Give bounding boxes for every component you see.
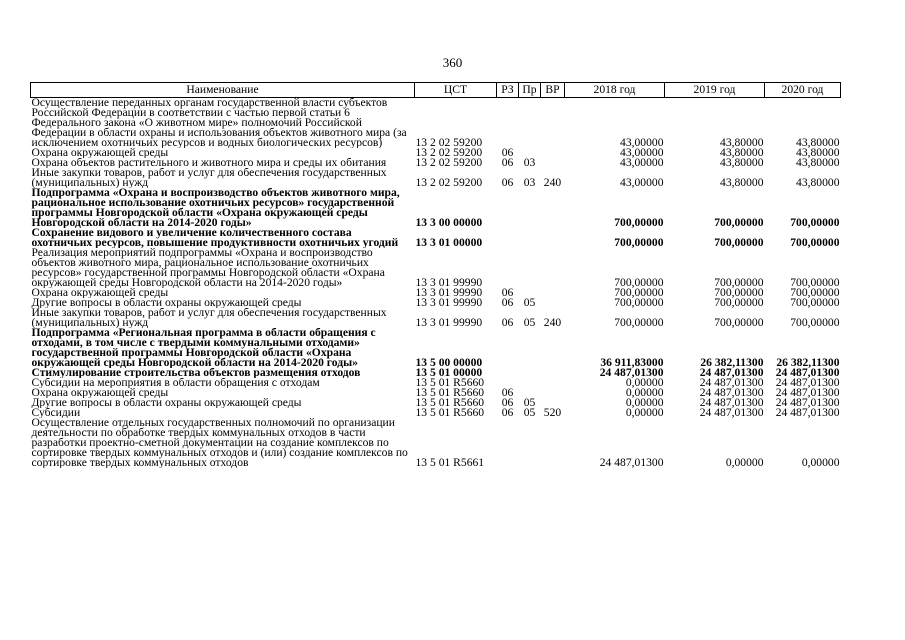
cell-pr: 05 <box>523 316 536 328</box>
cell-pr <box>519 288 541 298</box>
cell-rz <box>497 188 519 228</box>
cell-2020: 700,00000 <box>790 316 840 328</box>
cell-2018: 0,00000 <box>625 408 664 418</box>
cell-2020: 700,00000 <box>790 236 840 248</box>
cell-2018: 700,00000 <box>614 216 664 228</box>
cell-2020: 700,00000 <box>790 288 840 298</box>
table-row <box>31 98 841 149</box>
cell-rz: 06 <box>501 408 514 418</box>
cell-2019: 43,80000 <box>720 136 764 148</box>
header-vr: ВР <box>541 83 565 98</box>
header-2018: 2018 год <box>565 83 665 98</box>
cell-2019: 43,80000 <box>720 158 764 168</box>
cell-2018: 700,00000 <box>614 298 664 308</box>
cell-vr <box>541 288 565 298</box>
table-body <box>31 98 841 469</box>
table-row <box>31 298 841 308</box>
cell-name: Охрана объектов растительного и животного мира и среды их обитания <box>31 158 387 168</box>
cell-rz: 06 <box>501 398 514 408</box>
cell-vr <box>541 418 565 468</box>
cell-2018: 36 911,83000 <box>600 356 664 368</box>
cell-vr <box>541 188 565 228</box>
budget-table <box>30 82 841 468</box>
cell-cst: 13 3 00 00000 <box>415 216 483 228</box>
cell-2018: 0,00000 <box>625 398 664 408</box>
cell-2020: 43,80000 <box>796 148 840 158</box>
header-cst: ЦСТ <box>415 83 497 98</box>
cell-pr <box>519 418 541 468</box>
cell-rz: 06 <box>501 148 514 158</box>
cell-vr <box>541 398 565 408</box>
cell-cst: 13 5 01 R5660 <box>415 378 485 388</box>
cell-vr <box>541 228 565 248</box>
cell-pr <box>519 368 541 378</box>
cell-2018: 24 487,01300 <box>599 368 664 378</box>
cell-name: Иные закупки товаров, работ и услуг для обеспечения государственных (муниципальных) нужд <box>31 168 387 188</box>
cell-2018: 0,00000 <box>625 388 664 398</box>
cell-2018: 43,00000 <box>620 176 664 188</box>
cell-name: Охрана окружающей среды <box>31 288 169 298</box>
cell-cst: 13 2 02 59200 <box>415 136 483 148</box>
cell-cst: 13 3 01 99990 <box>415 288 483 298</box>
header-name: Наименование <box>31 83 415 98</box>
table-row <box>31 328 841 368</box>
cell-vr <box>541 378 565 388</box>
cell-2020: 43,80000 <box>796 158 840 168</box>
cell-2019: 24 487,01300 <box>699 408 764 418</box>
cell-2019: 24 487,01300 <box>699 398 764 408</box>
cell-2019: 26 382,11300 <box>700 356 764 368</box>
table-header-row <box>31 83 841 98</box>
cell-2019: 24 487,01300 <box>699 368 764 378</box>
cell-2019: 700,00000 <box>714 316 764 328</box>
cell-2019: 43,80000 <box>720 176 764 188</box>
cell-vr <box>541 298 565 308</box>
cell-2020: 43,80000 <box>796 136 840 148</box>
cell-rz <box>497 248 519 288</box>
cell-2020: 700,00000 <box>790 216 840 228</box>
cell-2019: 700,00000 <box>714 288 764 298</box>
cell-rz: 06 <box>501 298 514 308</box>
cell-vr <box>541 98 565 149</box>
table-row <box>31 248 841 288</box>
cell-pr: 03 <box>523 176 536 188</box>
table-row <box>31 158 841 168</box>
cell-rz <box>497 418 519 468</box>
cell-2018: 0,00000 <box>625 378 664 388</box>
cell-2020: 26 382,11300 <box>776 356 840 368</box>
cell-pr: 05 <box>523 398 536 408</box>
cell-2019: 0,00000 <box>725 456 764 468</box>
cell-2018: 24 487,01300 <box>599 456 664 468</box>
cell-rz <box>497 98 519 149</box>
cell-2018: 700,00000 <box>614 276 664 288</box>
cell-cst: 13 2 02 59200 <box>415 176 483 188</box>
cell-rz: 06 <box>501 316 514 328</box>
cell-pr <box>519 388 541 398</box>
cell-vr <box>541 328 565 368</box>
header-rz: РЗ <box>497 83 519 98</box>
cell-pr <box>519 228 541 248</box>
cell-rz <box>497 328 519 368</box>
cell-vr <box>541 148 565 158</box>
table-row <box>31 388 841 398</box>
cell-vr <box>541 248 565 288</box>
cell-name: Стимулирование строительства объектов размещения отходов <box>31 368 361 378</box>
table-row <box>31 408 841 418</box>
cell-name: Реализация мероприятий подпрограммы «Охрана и воспроизводство объектов животного мира, рациональное использование охотничьих ресурсов» государственной программы Новгородской области «Охрана окружающей среды Новгородской области на 2014-2020 годы» <box>31 248 385 288</box>
cell-cst: 13 5 00 00000 <box>415 356 483 368</box>
cell-vr: 520 <box>543 408 562 418</box>
table-row <box>31 418 841 468</box>
cell-name: Охрана окружающей среды <box>31 148 169 158</box>
cell-2018: 700,00000 <box>614 288 664 298</box>
table-row <box>31 398 841 408</box>
cell-cst: 13 3 01 99990 <box>415 276 483 288</box>
cell-cst: 13 5 01 R5661 <box>415 456 485 468</box>
cell-cst: 13 5 01 00000 <box>415 368 483 378</box>
cell-2020: 43,80000 <box>796 176 840 188</box>
cell-pr: 05 <box>523 408 536 418</box>
cell-2018: 43,00000 <box>620 136 664 148</box>
cell-2020: 24 487,01300 <box>775 368 840 378</box>
cell-name: Охрана окружающей среды <box>31 388 169 398</box>
cell-vr: 240 <box>543 316 562 328</box>
cell-name: Осуществление переданных органам государственной власти субъектов Российской Федерации в соответствии с частью первой статьи 6 Федерального закона «О животном мире» полномочий Российской Федерации в области охраны и использования объектов животного мира (за исключением охотничьих ресурсов и водных биологических ресурсов) <box>31 97 407 148</box>
cell-cst: 13 2 02 59200 <box>415 148 483 158</box>
cell-cst: 13 2 02 59200 <box>415 158 483 168</box>
table-row <box>31 188 841 228</box>
cell-cst: 13 5 01 R5660 <box>415 388 485 398</box>
cell-cst: 13 5 01 R5660 <box>415 398 485 408</box>
cell-pr <box>519 328 541 368</box>
cell-pr <box>519 98 541 149</box>
cell-pr <box>519 148 541 158</box>
cell-vr <box>541 158 565 168</box>
cell-2018: 700,00000 <box>614 236 664 248</box>
table-row <box>31 228 841 248</box>
cell-pr <box>519 378 541 388</box>
cell-rz <box>497 378 519 388</box>
header-2019: 2019 год <box>665 83 765 98</box>
cell-name: Сохранение видового и увеличение количественного состава охотничьих ресурсов, повышение продуктивности охотничьих угодий <box>31 228 399 248</box>
cell-vr <box>541 368 565 378</box>
cell-name: Другие вопросы в области охраны окружающей среды <box>31 298 302 308</box>
cell-2019: 24 487,01300 <box>699 388 764 398</box>
cell-cst: 13 3 01 99990 <box>415 316 483 328</box>
cell-name: Подпрограмма «Региональная программа в области обращения с отходами, в том числе с твердыми коммунальными отходами» государственной программы Новгородской области «Охрана окружающей среды Новгородской области на 2014-2020 годы» <box>31 328 376 368</box>
cell-vr <box>541 388 565 398</box>
cell-rz: 06 <box>501 176 514 188</box>
cell-pr <box>519 188 541 228</box>
cell-2020: 24 487,01300 <box>775 408 840 418</box>
page-number: 360 <box>442 55 463 70</box>
cell-name: Субсидии на мероприятия в области обращения с отходам <box>31 378 320 388</box>
cell-name: Подпрограмма «Охрана и воспроизводство объектов животного мира, рациональное использование охотничьих ресурсов» государственной программы Новгородской области «Охрана окружающей среды Новгородской области на 2014-2020 годы» <box>31 188 400 228</box>
cell-vr: 240 <box>543 176 562 188</box>
cell-name: Осуществление отдельных государственных полномочий по организации деятельности по обработке твердых коммунальных отходов в части разработки проектно-сметной документации на создание комплексов по сортировке твердых коммунальных отходов и (или) создание комплексов по сортировке твердых коммунальных отходов <box>31 418 408 468</box>
cell-cst: 13 3 01 00000 <box>415 236 483 248</box>
cell-2018: 700,00000 <box>614 316 664 328</box>
cell-2020: 700,00000 <box>790 298 840 308</box>
table-row <box>31 368 841 378</box>
cell-cst: 13 5 01 R5660 <box>415 408 485 418</box>
table-row <box>31 308 841 328</box>
cell-rz: 06 <box>501 388 514 398</box>
cell-rz: 06 <box>501 288 514 298</box>
cell-2019: 700,00000 <box>714 216 764 228</box>
cell-2020: 700,00000 <box>790 276 840 288</box>
cell-2019: 700,00000 <box>714 236 764 248</box>
table-row <box>31 288 841 298</box>
cell-name: Субсидии <box>31 408 81 418</box>
cell-pr: 03 <box>523 158 536 168</box>
cell-2019: 700,00000 <box>714 298 764 308</box>
cell-2019: 24 487,01300 <box>699 378 764 388</box>
cell-2019: 700,00000 <box>714 276 764 288</box>
cell-rz <box>497 368 519 378</box>
cell-2020: 24 487,01300 <box>775 388 840 398</box>
cell-2018: 43,00000 <box>620 148 664 158</box>
cell-cst: 13 3 01 99990 <box>415 298 483 308</box>
cell-2020: 24 487,01300 <box>775 378 840 388</box>
cell-name: Другие вопросы в области охраны окружающей среды <box>31 398 302 408</box>
cell-pr: 05 <box>523 298 536 308</box>
header-2020: 2020 год <box>765 83 841 98</box>
cell-name: Иные закупки товаров, работ и услуг для обеспечения государственных (муниципальных) нужд <box>31 308 387 328</box>
cell-2018: 43,00000 <box>620 158 664 168</box>
cell-2020: 0,00000 <box>801 456 840 468</box>
cell-2020: 24 487,01300 <box>775 398 840 408</box>
table-row <box>31 168 841 188</box>
header-pr: Пр <box>519 83 541 98</box>
table-row <box>31 378 841 388</box>
cell-pr <box>519 248 541 288</box>
cell-rz: 06 <box>501 158 514 168</box>
cell-rz <box>497 228 519 248</box>
cell-2019: 43,80000 <box>720 148 764 158</box>
table-row <box>31 148 841 158</box>
